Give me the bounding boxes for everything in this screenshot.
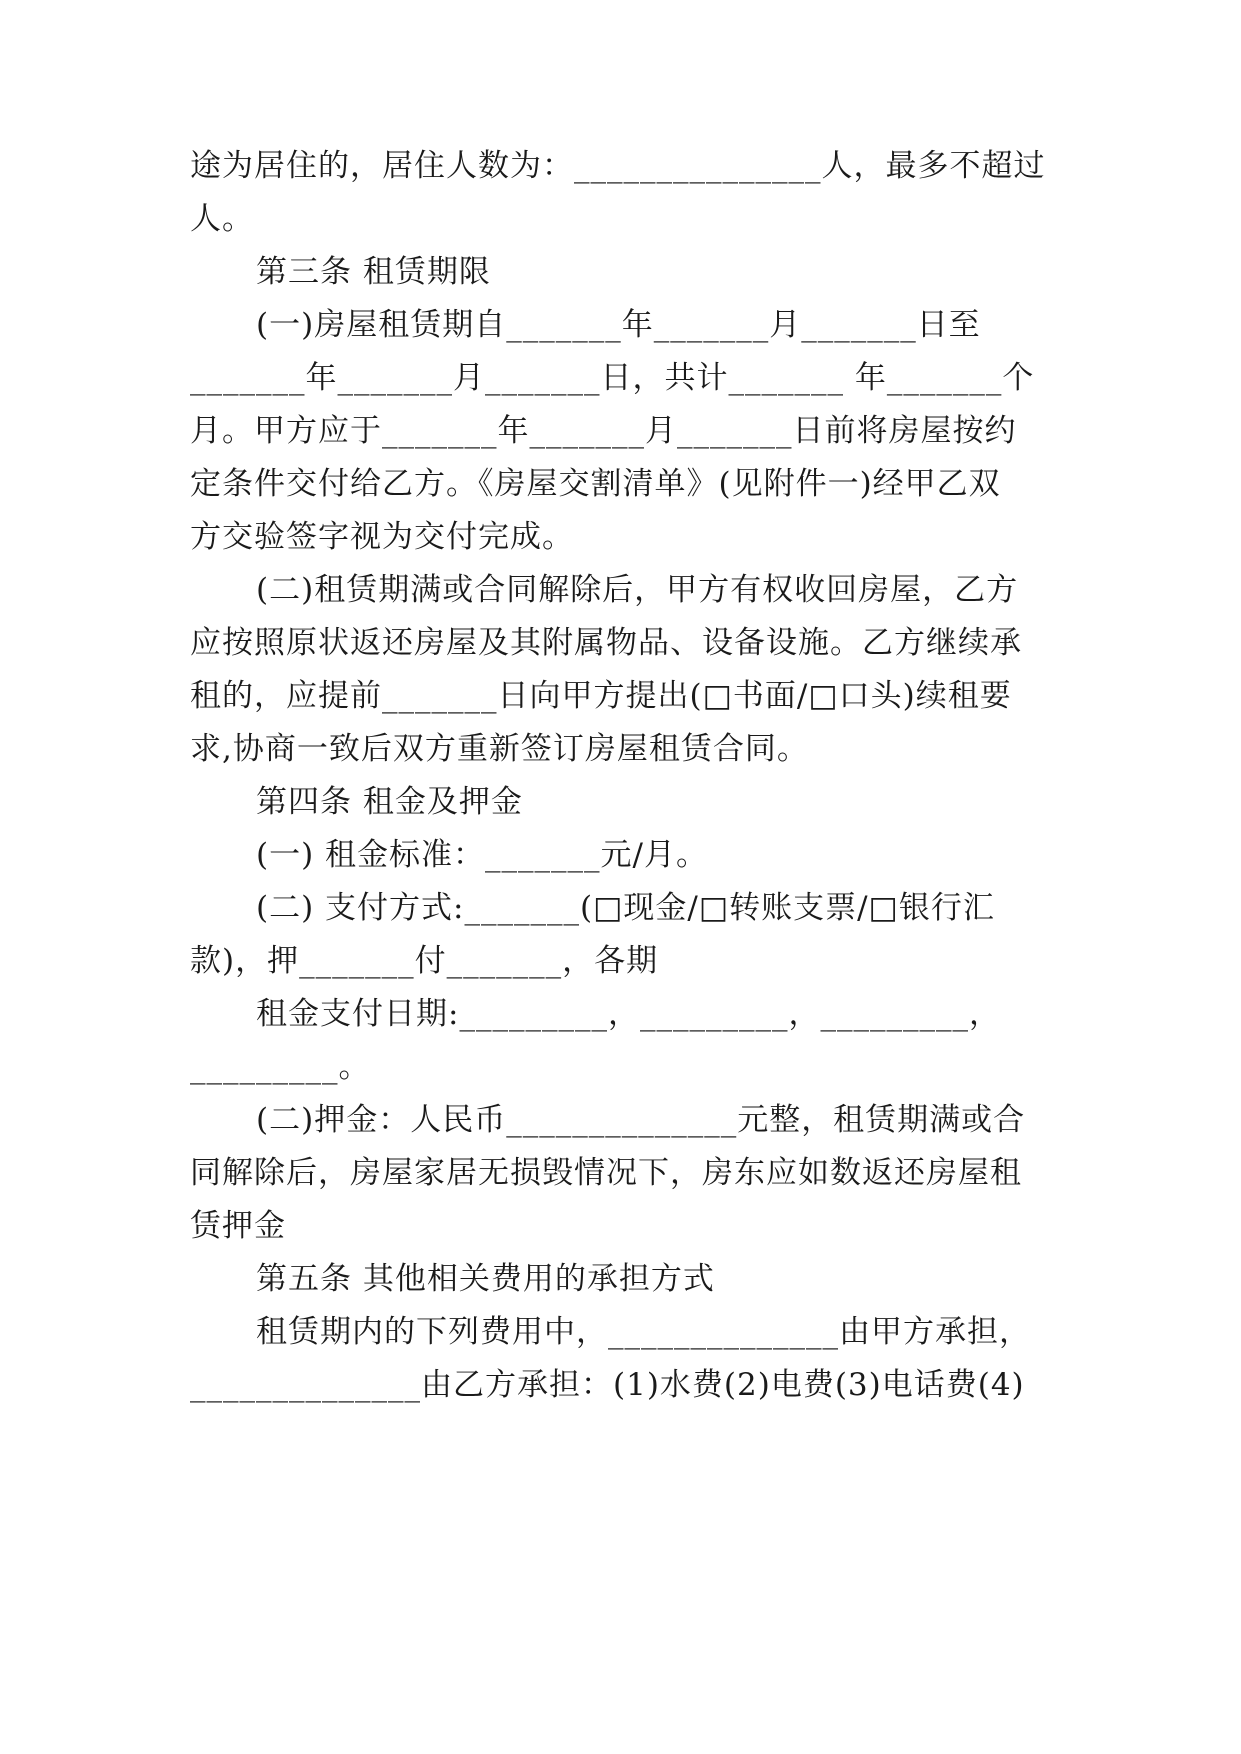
text-line: 赁押金 <box>190 1208 286 1244</box>
text-line: 租赁期内的下列费用中，______________由甲方承担， <box>256 1314 1031 1350</box>
text-line: 租的，应提前_______日向甲方提出(□书面/□口头)续租要 <box>190 678 1012 714</box>
text-line: 租金支付日期:_________，_________，_________， <box>256 996 1001 1032</box>
section-heading-article-4: 第四条 租金及押金 <box>256 784 523 820</box>
text-line: (二) 支付方式:_______(□现金/□转账支票/□银行汇 <box>256 890 995 926</box>
text-line: 款)，押_______付_______，各期 <box>190 943 659 979</box>
text-line: (一) 租金标准：_______元/月。 <box>256 837 708 873</box>
text-line: 人。 <box>190 201 254 237</box>
text-line: 应按照原状返还房屋及其附属物品、设备设施。乙方继续承 <box>190 625 1022 661</box>
text-line: (一)房屋租赁期自_______年_______月_______日至 <box>256 307 981 343</box>
text-line: 途为居住的，居住人数为：_______________人，最多不超过 <box>190 148 1046 184</box>
section-heading-article-3: 第三条 租赁期限 <box>256 254 491 290</box>
text-line: 月。甲方应于_______年_______月_______日前将房屋按约 <box>190 413 1017 449</box>
text-line: 方交验签字视为交付完成。 <box>190 519 574 555</box>
text-line: (二)租赁期满或合同解除后，甲方有权收回房屋，乙方 <box>256 572 1019 608</box>
text-line: 同解除后，房屋家居无损毁情况下，房东应如数返还房屋租 <box>190 1155 1022 1191</box>
text-line: _________。 <box>190 1049 371 1085</box>
text-line: 求,协商一致后双方重新签订房屋租赁合同。 <box>190 731 809 767</box>
text-line: _______年_______月_______日，共计_______ 年_______个 <box>190 360 1035 396</box>
text-line: 定条件交付给乙方。《房屋交割清单》(见附件一)经甲乙双 <box>190 466 1001 502</box>
text-line: ______________由乙方承担：(1)水费(2)电费(3)电话费(4) <box>190 1367 1025 1403</box>
section-heading-article-5: 第五条 其他相关费用的承担方式 <box>256 1261 715 1297</box>
text-line: (二)押金：人民币______________元整，租赁期满或合 <box>256 1102 1026 1138</box>
